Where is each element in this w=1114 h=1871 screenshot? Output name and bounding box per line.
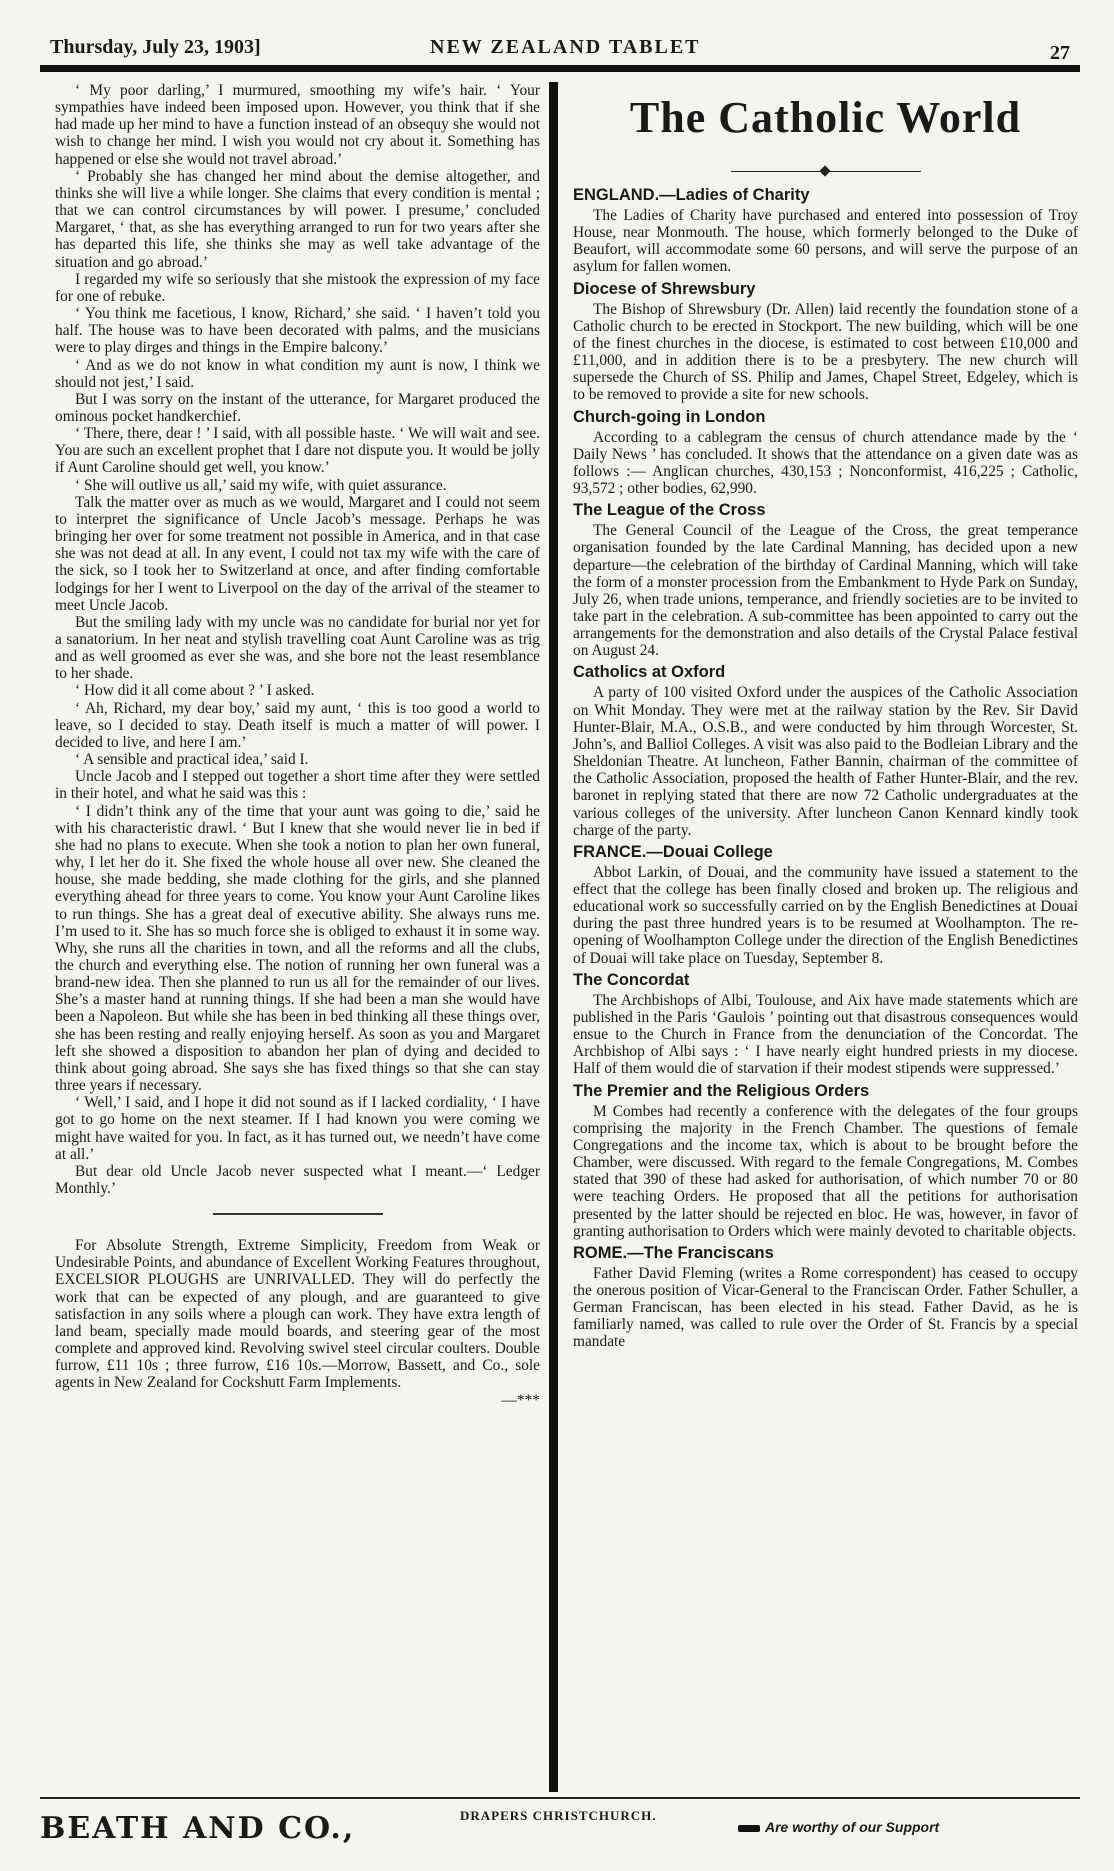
- story-paragraph: ‘ How did it all come about ? ’ I asked.: [75, 682, 315, 700]
- firm-name: BEATH AND CO.,: [40, 1811, 356, 1846]
- running-header: [40, 36, 1080, 62]
- story-paragraph: Uncle Jacob and I stepped out together a short time after they were settled in their hotel, and what he said was this :: [55, 768, 540, 803]
- section-body: The General Council of the League of the Cross, the great temperance organisation founded by the late Cardinal Manning, has decided upon a new departure—the celebration of the birthday of Cardinal Manning, which will take the form of a monster procession from the Embankment to Hyde Park on Sunday, July 26, when trade unions, temperance, and friendly societies are to be invited to take part in the celebration. A sub-committee has been appointed to carry out the arrangements for the demonstration and also details of the Crystal Palace festival on August 24.: [573, 522, 1078, 660]
- section-heading: Church-going in London: [573, 407, 766, 426]
- ornament-rule: [731, 164, 921, 178]
- story-paragraph: But I was sorry on the instant of the utterance, for Margaret produced the ominous pocket handkerchief.: [55, 390, 540, 425]
- footer-motto: Are worthy of our Support: [765, 1819, 940, 1835]
- pointing-hand-icon: [738, 1825, 760, 1832]
- section-rule: [213, 1213, 383, 1215]
- story-paragraph: ‘ I didn’t think any of the time that your aunt was going to die,’ said he with his characteristic drawl. ‘ But I knew that she would never lie in bed if she had no plans to execute. When she took a notion to plan her own funeral, why, I let her do it. She fixed the whole house all over new. She cleaned the house, she made bedding, she made clothing for the girls, and she planned everything ahead for three years to come. You know your Aunt Caroline likes to run things. She has a great deal of executive ability. She always runs me. I’m used to it. She has so much force she is obliged to exhaust it in some way. Why, she runs all the charities in town, and all the reforms and all the clubs, the church and everything else. The notion of running her own funeral was a brand-new idea. Then she planned to run us all for the remainder of our lives. She’s a master hand at running things. If she had been a man she would have been a Napoleon. But while she has been in bed thinking all these things over, she has been resting and really enjoying herself. As soon as you and Margaret left she showed a disposition to abandon her plan of dying and decided to think about going abroad. She says she has fixed things so that she can stay three years if necessary.: [55, 802, 540, 1095]
- section-body: A party of 100 visited Oxford under the auspices of the Catholic Association on Whit Monday. They were met at the railway station by the Rev. Sir David Hunter-Blair, M.A., O.S.B., and were conducted by him through Worcester, St. John’s, and Balliol Colleges. A visit was also paid to the Bodleian Library and the Sheldonian Theatre. At luncheon, Father Bannin, chairman of the committee of the Catholic Association, proposed the health of Father Hunter-Blair, and the rev. baronet in replying stated that there are now 72 Catholic undergraduates at the various colleges of the university. After luncheon Canon Kennard kindly took charge of the party.: [573, 684, 1078, 839]
- firm-trade: DRAPERS CHRISTCHURCH.: [460, 1808, 657, 1823]
- advert-tail: —***: [501, 1391, 540, 1409]
- story-paragraph: ‘ You think me facetious, I know, Richard,’ she said. ‘ I haven’t told you half. The house was to have been decorated with palms, and the musicians were to play dirges and things in the Empire balcony.’: [55, 305, 540, 357]
- story-paragraph: ‘ My poor darling,’ I murmured, smoothing my wife’s hair. ‘ Your sympathies have indeed been imposed upon. However, you think that if she had made up her mind to have a function instead of an obsequy she would not wish to change her mind. I wish you would not cry about it. Something has happened or else she would not travel abroad.’: [55, 82, 540, 168]
- story-paragraph: Talk the matter over as much as we would, Margaret and I could not seem to interpret the significance of Uncle Jacob’s message. Perhaps he was bringing her over for some treatment not possible in America, and in that case she was not dead at all. In any event, I could not tax my wife with the care of the sick, so I took her to Switzerland at once, and after finding comfortable lodgings for her I went to Liverpool on the day of the arrival of the steamer to meet Uncle Jacob.: [55, 493, 540, 614]
- publication-title: NEW ZEALAND TABLET: [430, 36, 701, 58]
- story-paragraph: But the smiling lady with my uncle was no candidate for burial nor yet for a sanatorium. In her neat and stylish travelling coat Aunt Caroline was as trig and as well groomed as ever she was, and she bore not the least resemblance to her shade.: [55, 613, 540, 683]
- right-column: [573, 82, 1078, 1351]
- section-heading: The Premier and the Religious Orders: [573, 1081, 870, 1100]
- section-body: M Combes had recently a conference with the delegates of the four groups comprising the majority in the French Chamber. The questions of female Congregations and the income tax, which is about to be brought before the Chamber, were discussed. With regard to the female Congregations, M. Combes stated that 390 of these had asked for authorisation, of which number 70 or 80 were teaching Orders. He proposed that all the petitions for authorisation presented by the latter should be rejected en bloc. He was, however, in favor of granting authorisation to Orders which were mainly devoted to charitable objects.: [573, 1102, 1078, 1240]
- section-heading: FRANCE.—Douai College: [573, 842, 773, 861]
- story-paragraph: ‘ And as we do not know in what condition my aunt is now, I think we should not jest,’ I said.: [55, 356, 540, 391]
- story-paragraph: I regarded my wife so seriously that she mistook the expression of my face for one of rebuke.: [55, 270, 540, 305]
- section-heading: The League of the Cross: [573, 501, 766, 520]
- left-column: [55, 82, 540, 1409]
- section-body: The Ladies of Charity have purchased and entered into possession of Troy House, near Monmouth. The house, which formerly belonged to the Duke of Beaufort, will accommodate some 60 persons, and will serve the purpose of an asylum for fallen women.: [573, 207, 1078, 276]
- story-paragraph: ‘ Ah, Richard, my dear boy,’ said my aunt, ‘ this is too good a world to leave, so I decided to stay. Death itself is much a matter of will power. I decided to live, and here I am.’: [55, 699, 540, 751]
- story-paragraph: ‘ Probably she has changed her mind about the demise altogether, and thinks she will live a while longer. She claims that every condition is mental ; that we can control circumstances by will power. I presume,’ concluded Margaret, ‘ that, as she has everything arranged to run for two years after she has departed this life, she thinks she may as well take advantage of the situation and go abroad.’: [55, 167, 540, 271]
- column-divider: [549, 82, 558, 1792]
- section-body: According to a cablegram the census of church attendance made by the ‘ Daily News ’ has concluded. It shows that the attendance on a given date was as follows :— Anglican churches, 430,153 ; Nonconformist, 416,225 ; Catholic, 93,572 ; other bodies, 62,990.: [573, 428, 1078, 498]
- plough-advertisement: For Absolute Strength, Extreme Simplicity, Freedom from Weak or Undesirable Points, and abundance of Excellent Working Features throughout, EXCELSIOR PLOUGHS are UNRIVALLED. They will do perfectly the work that can be expected of any plough, and are guaranteed to give satisfaction in any soils where a plough can work. They have extra length of land beam, specially made mould boards, and steering gear of the most complete and approved kind. Revolving swivel steel circular coulters. Double furrow, £11 10s ; three furrow, £16 10s.—Morrow, Bassett, and Co., sole agents in New Zealand for Cockshutt Farm Implements.: [55, 1237, 540, 1392]
- page-number: 27: [1050, 42, 1070, 64]
- section-heading: Catholics at Oxford: [573, 663, 726, 682]
- story-paragraph: ‘ There, there, dear ! ’ I said, with all possible haste. ‘ We will wait and see. You are such an excellent prophet that I dare not dispute you. It would be jolly if Aunt Caroline should get well, you know.’: [55, 425, 540, 477]
- header-rule: [40, 65, 1080, 72]
- footer-rule: [40, 1797, 1080, 1799]
- story-paragraph: But dear old Uncle Jacob never suspected what I meant.—‘ Ledger Monthly.’: [55, 1162, 540, 1197]
- issue-date: Thursday, July 23, 1903]: [50, 36, 261, 58]
- section-heading: Diocese of Shrewsbury: [573, 279, 756, 298]
- section-body: The Bishop of Shrewsbury (Dr. Allen) laid recently the foundation stone of a Catholic church to be erected in Stockport. The new building, which will be one of the finest churches in the diocese, is estimated to cost between £10,000 and £11,000, and in addition there is to be a presbytery. The new church will supersede the Church of SS. Philip and James, Chapel Street, Edgeley, which is to be removed to provide a site for new schools.: [573, 300, 1078, 404]
- section-heading: ROME.—The Franciscans: [573, 1243, 774, 1262]
- diamond-icon: [819, 165, 830, 176]
- story-paragraph: ‘ Well,’ I said, and I hope it did not sound as if I lacked cordiality, ‘ I have got to go home on the next steamer. If I had known you were coming we might have waited for you. In fact, as it has turned out, we needn’t have come at all.’: [55, 1094, 540, 1163]
- footer-advert: [40, 1803, 1080, 1853]
- story-paragraph: ‘ A sensible and practical idea,’ said I.: [75, 751, 309, 769]
- catholic-world-masthead: The Catholic World: [629, 93, 1022, 142]
- section-heading: The Concordat: [573, 970, 690, 989]
- section-heading: ENGLAND.—Ladies of Charity: [573, 186, 810, 204]
- section-body: The Archbishops of Albi, Toulouse, and Aix have made statements which are published in the Paris ‘Gaulois ’ pointing out that disastrous consequences would ensue to the Church in France from the denunciation of the Concordat. The Archbishop of Albi says : ‘ I have nearly eight hundred priests in my diocese. Half of them would die of starvation if their modest stipends were suppressed.’: [573, 991, 1078, 1078]
- section-body: Father David Fleming (writes a Rome correspondent) has ceased to occupy the onerous position of Vicar-General to the Franciscan Order. Father Schuller, a German Franciscan, has been elected in his stead. Father David, as he is familiarly named, was called to rule over the Order of St. Francis by a special mandate: [573, 1264, 1078, 1351]
- story-paragraph: ‘ She will outlive us all,’ said my wife, with quiet assurance.: [75, 476, 447, 494]
- section-body: Abbot Larkin, of Douai, and the community have issued a statement to the effect that the college has been finally closed and broken up. The religious and educational work so successfully carried on by the English Benedictines at Douai during the past three hundred years is to be resumed at Woolhampton. The re-opening of Woolhampton College under the direction of the English Benedictines of Douai will take place on Tuesday, September 8.: [573, 863, 1078, 967]
